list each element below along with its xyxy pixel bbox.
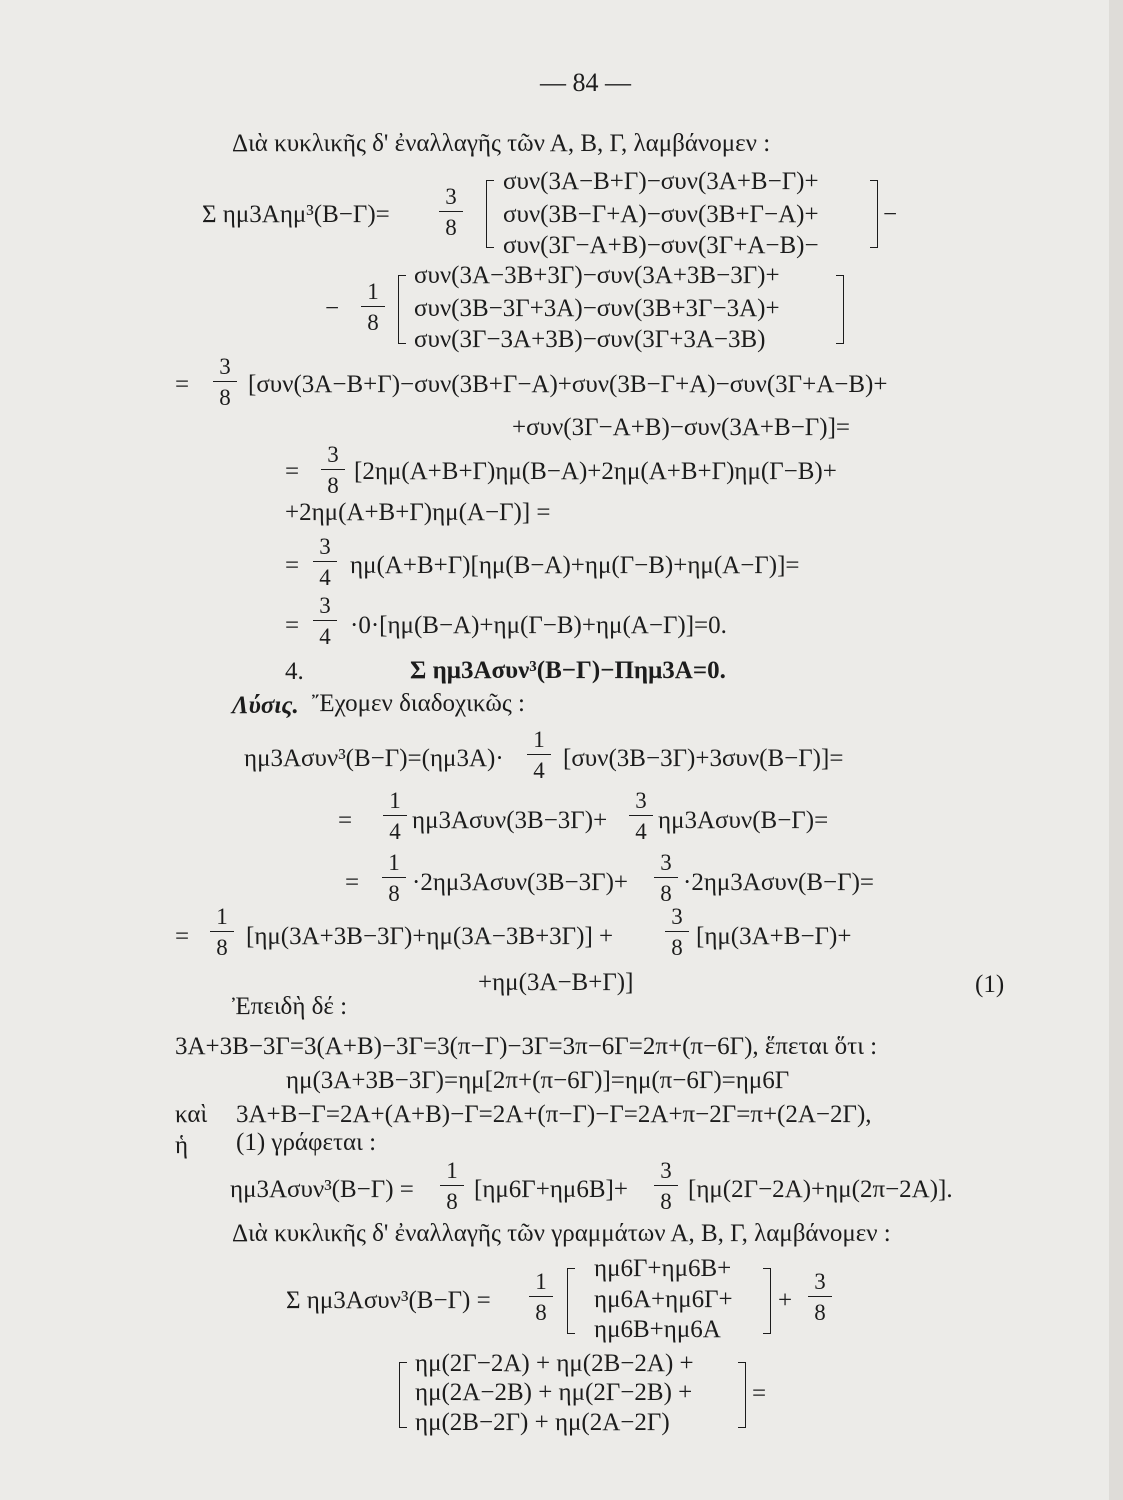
eq2-coef — [321, 443, 345, 497]
block4-trailing-equals: = — [752, 1380, 767, 1407]
numerator: 3 — [439, 185, 463, 212]
s4-coef-2 — [665, 905, 689, 959]
block2-coef — [361, 280, 385, 334]
eq2-expression: [2ημ(Α+Β+Γ)ημ(Β−Α)+2ημ(Α+Β+Γ)ημ(Γ−Β)+ — [354, 458, 837, 485]
block1-lhs: Σ ημ3Αημ³(Β−Γ)= — [202, 201, 390, 228]
s4-coef-1 — [210, 905, 234, 959]
denominator: 4 — [319, 565, 331, 590]
s4-rhs: [ημ(3Α+Β−Γ)+ — [696, 923, 852, 950]
bracket-left — [486, 180, 494, 248]
numerator: 1 — [529, 1270, 553, 1297]
s4-lead: = — [175, 923, 190, 950]
eq3-lead: = — [285, 552, 300, 579]
numerator: 1 — [440, 1159, 464, 1186]
numerator: 1 — [361, 280, 385, 307]
derivation-line-2: ημ(3Α+3Β−3Γ)=ημ[2π+(π−6Γ)]=ημ(π−6Γ)=ημ6Γ — [286, 1067, 790, 1094]
numerator: 3 — [665, 905, 689, 932]
s3-coef-2 — [654, 851, 678, 905]
s3-rhs: ·2ημ3Ασυν(Β−Γ)= — [683, 869, 874, 896]
eq1-continuation: +συν(3Γ−Α+Β)−συν(3Α+Β−Γ)]= — [512, 414, 851, 441]
eq4-coef — [313, 594, 337, 648]
bracket-left — [398, 275, 406, 344]
eq1-expression: [συν(3Α−Β+Γ)−συν(3Β+Γ−Α)+συν(3Β−Γ+Α)−συν(3Γ+Α−Β)+ — [248, 371, 888, 398]
and-word: καὶ — [175, 1101, 208, 1128]
denominator: 8 — [660, 881, 672, 906]
numerator: 3 — [321, 443, 345, 470]
block3-coef — [529, 1270, 553, 1324]
bracket-left — [399, 1362, 407, 1428]
block1-row-3: συν(3Γ−Α+Β)−συν(3Γ+Α−Β)− — [503, 232, 819, 259]
s1-lhs: ημ3Ασυν³(Β−Γ)=(ημ3Α)· — [244, 745, 504, 772]
block4-row-3: ημ(2Β−2Γ) + ημ(2Α−2Γ) — [415, 1409, 670, 1436]
l5-coef-1 — [440, 1159, 464, 1213]
derivation-line-4: (1) γράφεται : — [236, 1129, 377, 1156]
block1-row-1: συν(3Α−Β+Γ)−συν(3Α+Β−Γ)+ — [503, 168, 819, 195]
block2-row-2: συν(3Β−3Γ+3Α)−συν(3Β+3Γ−3Α)+ — [414, 295, 780, 322]
s2-rhs: ημ3Ασυν(Β−Γ)= — [658, 807, 829, 834]
numerator: 3 — [313, 594, 337, 621]
numerator: 3 — [629, 789, 653, 816]
denominator: 8 — [814, 1300, 826, 1325]
denominator: 8 — [367, 310, 379, 335]
numerator: 1 — [527, 728, 551, 755]
eq1-coef — [213, 355, 237, 409]
s3-middle: ·2ημ3Ασυν(3Β−3Γ)+ — [412, 869, 628, 896]
numerator: 1 — [210, 905, 234, 932]
denominator: 4 — [533, 758, 545, 783]
eq4-expression: ·0·[ημ(Β−Α)+ημ(Γ−Β)+ημ(Α−Γ)]=0. — [350, 612, 727, 639]
numerator: 1 — [383, 789, 407, 816]
equation-label: (1) — [975, 971, 1005, 998]
denominator: 8 — [388, 881, 400, 906]
s2-middle: ημ3Ασυν(3Β−3Γ)+ — [412, 807, 608, 834]
bracket-right — [738, 1362, 746, 1428]
l5-middle: [ημ6Γ+ημ6Β]+ — [474, 1176, 628, 1203]
eq4-lead: = — [285, 612, 300, 639]
denominator: 8 — [535, 1300, 547, 1325]
bracket-right — [763, 1268, 771, 1334]
l5-rhs: [ημ(2Γ−2Α)+ημ(2π−2Α)]. — [688, 1176, 953, 1203]
numerator: 1 — [382, 851, 406, 878]
solution-label: Λύσις. — [232, 692, 299, 719]
block4-row-1: ημ(2Γ−2Α) + ημ(2Β−2Α) + — [415, 1350, 694, 1377]
numerator: 3 — [313, 535, 337, 562]
block3-plus: + — [778, 1287, 793, 1314]
block4-row-2: ημ(2Α−2Β) + ημ(2Γ−2Β) + — [415, 1379, 693, 1406]
problem-number: 4. — [285, 658, 304, 685]
block3-row-2: ημ6Α+ημ6Γ+ — [594, 1286, 733, 1313]
block1-coef — [439, 185, 463, 239]
block3-coef-2 — [808, 1270, 832, 1324]
denominator: 8 — [327, 473, 339, 498]
block1-trailing-sign: − — [883, 201, 898, 228]
since-text: Ἐπειδὴ δέ : — [232, 993, 348, 1020]
s2-coef-1 — [383, 789, 407, 843]
hence-word: ἡ — [175, 1132, 189, 1159]
denominator: 4 — [389, 819, 401, 844]
eq3-expression: ημ(Α+Β+Γ)[ημ(Β−Α)+ημ(Γ−Β)+ημ(Α−Γ)]= — [350, 552, 800, 579]
l5-lhs: ημ3Ασυν³(Β−Γ) = — [230, 1176, 414, 1203]
derivation-line-3: 3Α+Β−Γ=2Α+(Α+Β)−Γ=2Α+(π−Γ)−Γ=2Α+π−2Γ=π+(2Α−2Γ), — [236, 1101, 872, 1128]
denominator: 8 — [671, 935, 683, 960]
bracket-right — [870, 180, 878, 248]
intro-text-2: Διὰ κυκλικῆς δ' ἐναλλαγῆς τῶν γραμμάτων Α, Β, Γ, λαμβάνομεν : — [232, 1220, 891, 1247]
s3-coef-1 — [382, 851, 406, 905]
problem-statement: Σ ημ3Ασυν³(Β−Γ)−Πημ3Α=0. — [410, 657, 726, 684]
intro-text-1: Διὰ κυκλικῆς δ' ἐναλλαγῆς τῶν Α, Β, Γ, λαμβάνομεν : — [232, 130, 771, 157]
block3-row-3: ημ6Β+ημ6Α — [594, 1316, 721, 1343]
eq2-lead: = — [285, 458, 300, 485]
page-edge-shadow — [1109, 0, 1123, 1500]
denominator: 4 — [635, 819, 647, 844]
block3-row-1: ημ6Γ+ημ6Β+ — [594, 1255, 732, 1282]
block1-row-2: συν(3Β−Γ+Α)−συν(3Β+Γ−Α)+ — [503, 201, 819, 228]
eq1-lead: = — [175, 371, 190, 398]
block2-row-1: συν(3Α−3Β+3Γ)−συν(3Α+3Β−3Γ)+ — [414, 262, 780, 289]
numerator: 3 — [654, 1159, 678, 1186]
s4-middle: [ημ(3Α+3Β−3Γ)+ημ(3Α−3Β+3Γ)] + — [246, 923, 614, 950]
eq3-coef — [313, 535, 337, 589]
s2-lead: = — [338, 807, 353, 834]
bracket-left — [567, 1268, 575, 1334]
numerator: 3 — [654, 851, 678, 878]
denominator: 8 — [660, 1189, 672, 1214]
numerator: 3 — [808, 1270, 832, 1297]
page-number: — 84 — — [540, 68, 631, 97]
s4-continuation: +ημ(3Α−Β+Γ)] — [478, 969, 634, 996]
solution-intro: Ἔχομεν διαδοχικῶς : — [312, 690, 525, 717]
numerator: 3 — [213, 355, 237, 382]
block3-lhs: Σ ημ3Ασυν³(Β−Γ) = — [286, 1287, 491, 1314]
eq2-continuation: +2ημ(Α+Β+Γ)ημ(Α−Γ)] = — [285, 499, 551, 526]
denominator: 4 — [319, 624, 331, 649]
denominator: 8 — [219, 385, 231, 410]
s3-lead: = — [345, 869, 360, 896]
derivation-line-1: 3Α+3Β−3Γ=3(Α+Β)−3Γ=3(π−Γ)−3Γ=3π−6Γ=2π+(π−6Γ), ἕπεται ὅτι : — [175, 1033, 878, 1060]
s1-coef — [527, 728, 551, 782]
s1-rhs: [συν(3Β−3Γ)+3συν(Β−Γ)]= — [563, 745, 844, 772]
s2-coef-2 — [629, 789, 653, 843]
block2-lead-sign: − — [325, 295, 340, 322]
denominator: 8 — [216, 935, 228, 960]
l5-coef-2 — [654, 1159, 678, 1213]
block2-row-3: συν(3Γ−3Α+3Β)−συν(3Γ+3Α−3Β) — [414, 326, 766, 353]
denominator: 8 — [445, 215, 457, 240]
bracket-right — [836, 275, 844, 344]
denominator: 8 — [446, 1189, 458, 1214]
